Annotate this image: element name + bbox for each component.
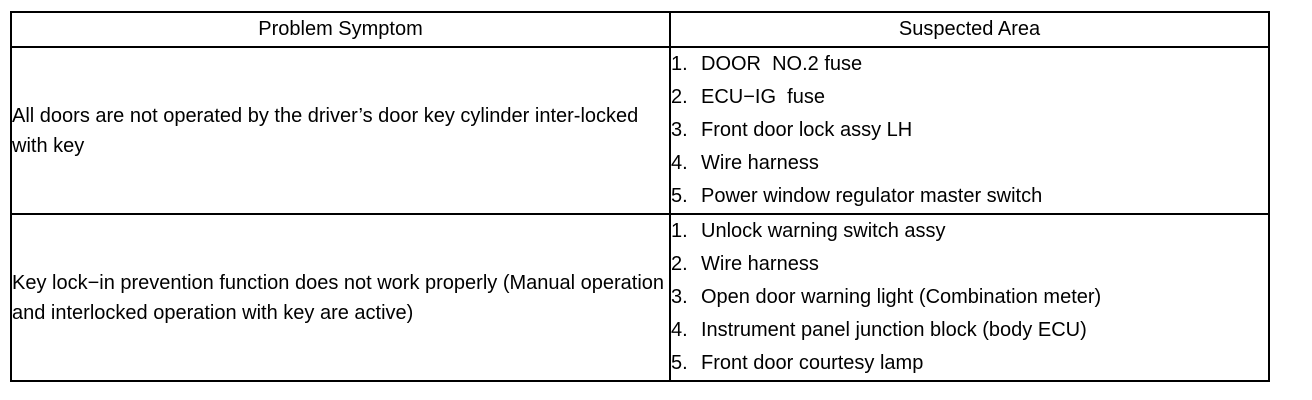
item-text: DOOR NO.2 fuse: [701, 53, 863, 75]
list-item: [671, 147, 1268, 180]
item-number: 3.: [671, 286, 688, 308]
item-number: 3.: [671, 119, 688, 141]
item-text: Instrument panel junction block (body ECU): [701, 319, 1087, 341]
item-text: Wire harness: [701, 253, 819, 275]
suspected-area-cell: [670, 214, 1269, 381]
list-item: [671, 81, 1268, 114]
item-text: Power window regulator master switch: [701, 185, 1043, 207]
list-item: [671, 347, 1268, 380]
item-number: 5.: [671, 352, 688, 374]
troubleshooting-table: [10, 11, 1270, 382]
item-number: 1.: [671, 53, 688, 75]
item-number: 1.: [671, 220, 688, 242]
list-item: [671, 248, 1268, 281]
list-item: [671, 281, 1268, 314]
suspected-area-cell: [670, 47, 1269, 214]
symptom-cell: Key lock−in prevention function does not work properly (Manual operation and interlocked operation with key are active): [11, 214, 670, 381]
table-row: [11, 214, 1269, 381]
item-text: ECU−IG fuse: [701, 86, 825, 108]
item-number: 5.: [671, 185, 688, 207]
item-text: Open door warning light (Combination meter): [701, 286, 1102, 308]
header-row: [11, 12, 1269, 47]
list-item: [671, 48, 1268, 81]
list-item: [671, 215, 1268, 248]
item-text: Wire harness: [701, 152, 819, 174]
suspected-area-list: [671, 48, 1268, 213]
item-text: Front door lock assy LH: [701, 119, 913, 141]
list-item: [671, 180, 1268, 213]
item-number: 2.: [671, 253, 688, 275]
item-text: Front door courtesy lamp: [701, 352, 924, 374]
header-suspected-area: Suspected Area: [670, 12, 1269, 47]
item-text: Unlock warning switch assy: [701, 220, 946, 242]
item-number: 4.: [671, 152, 688, 174]
item-number: 4.: [671, 319, 688, 341]
header-problem-symptom: Problem Symptom: [11, 12, 670, 47]
list-item: [671, 114, 1268, 147]
table-row: [11, 47, 1269, 214]
symptom-cell: All doors are not operated by the driver’s door key cylinder inter-locked with key: [11, 47, 670, 214]
list-item: [671, 314, 1268, 347]
suspected-area-list: [671, 215, 1268, 380]
item-number: 2.: [671, 86, 688, 108]
